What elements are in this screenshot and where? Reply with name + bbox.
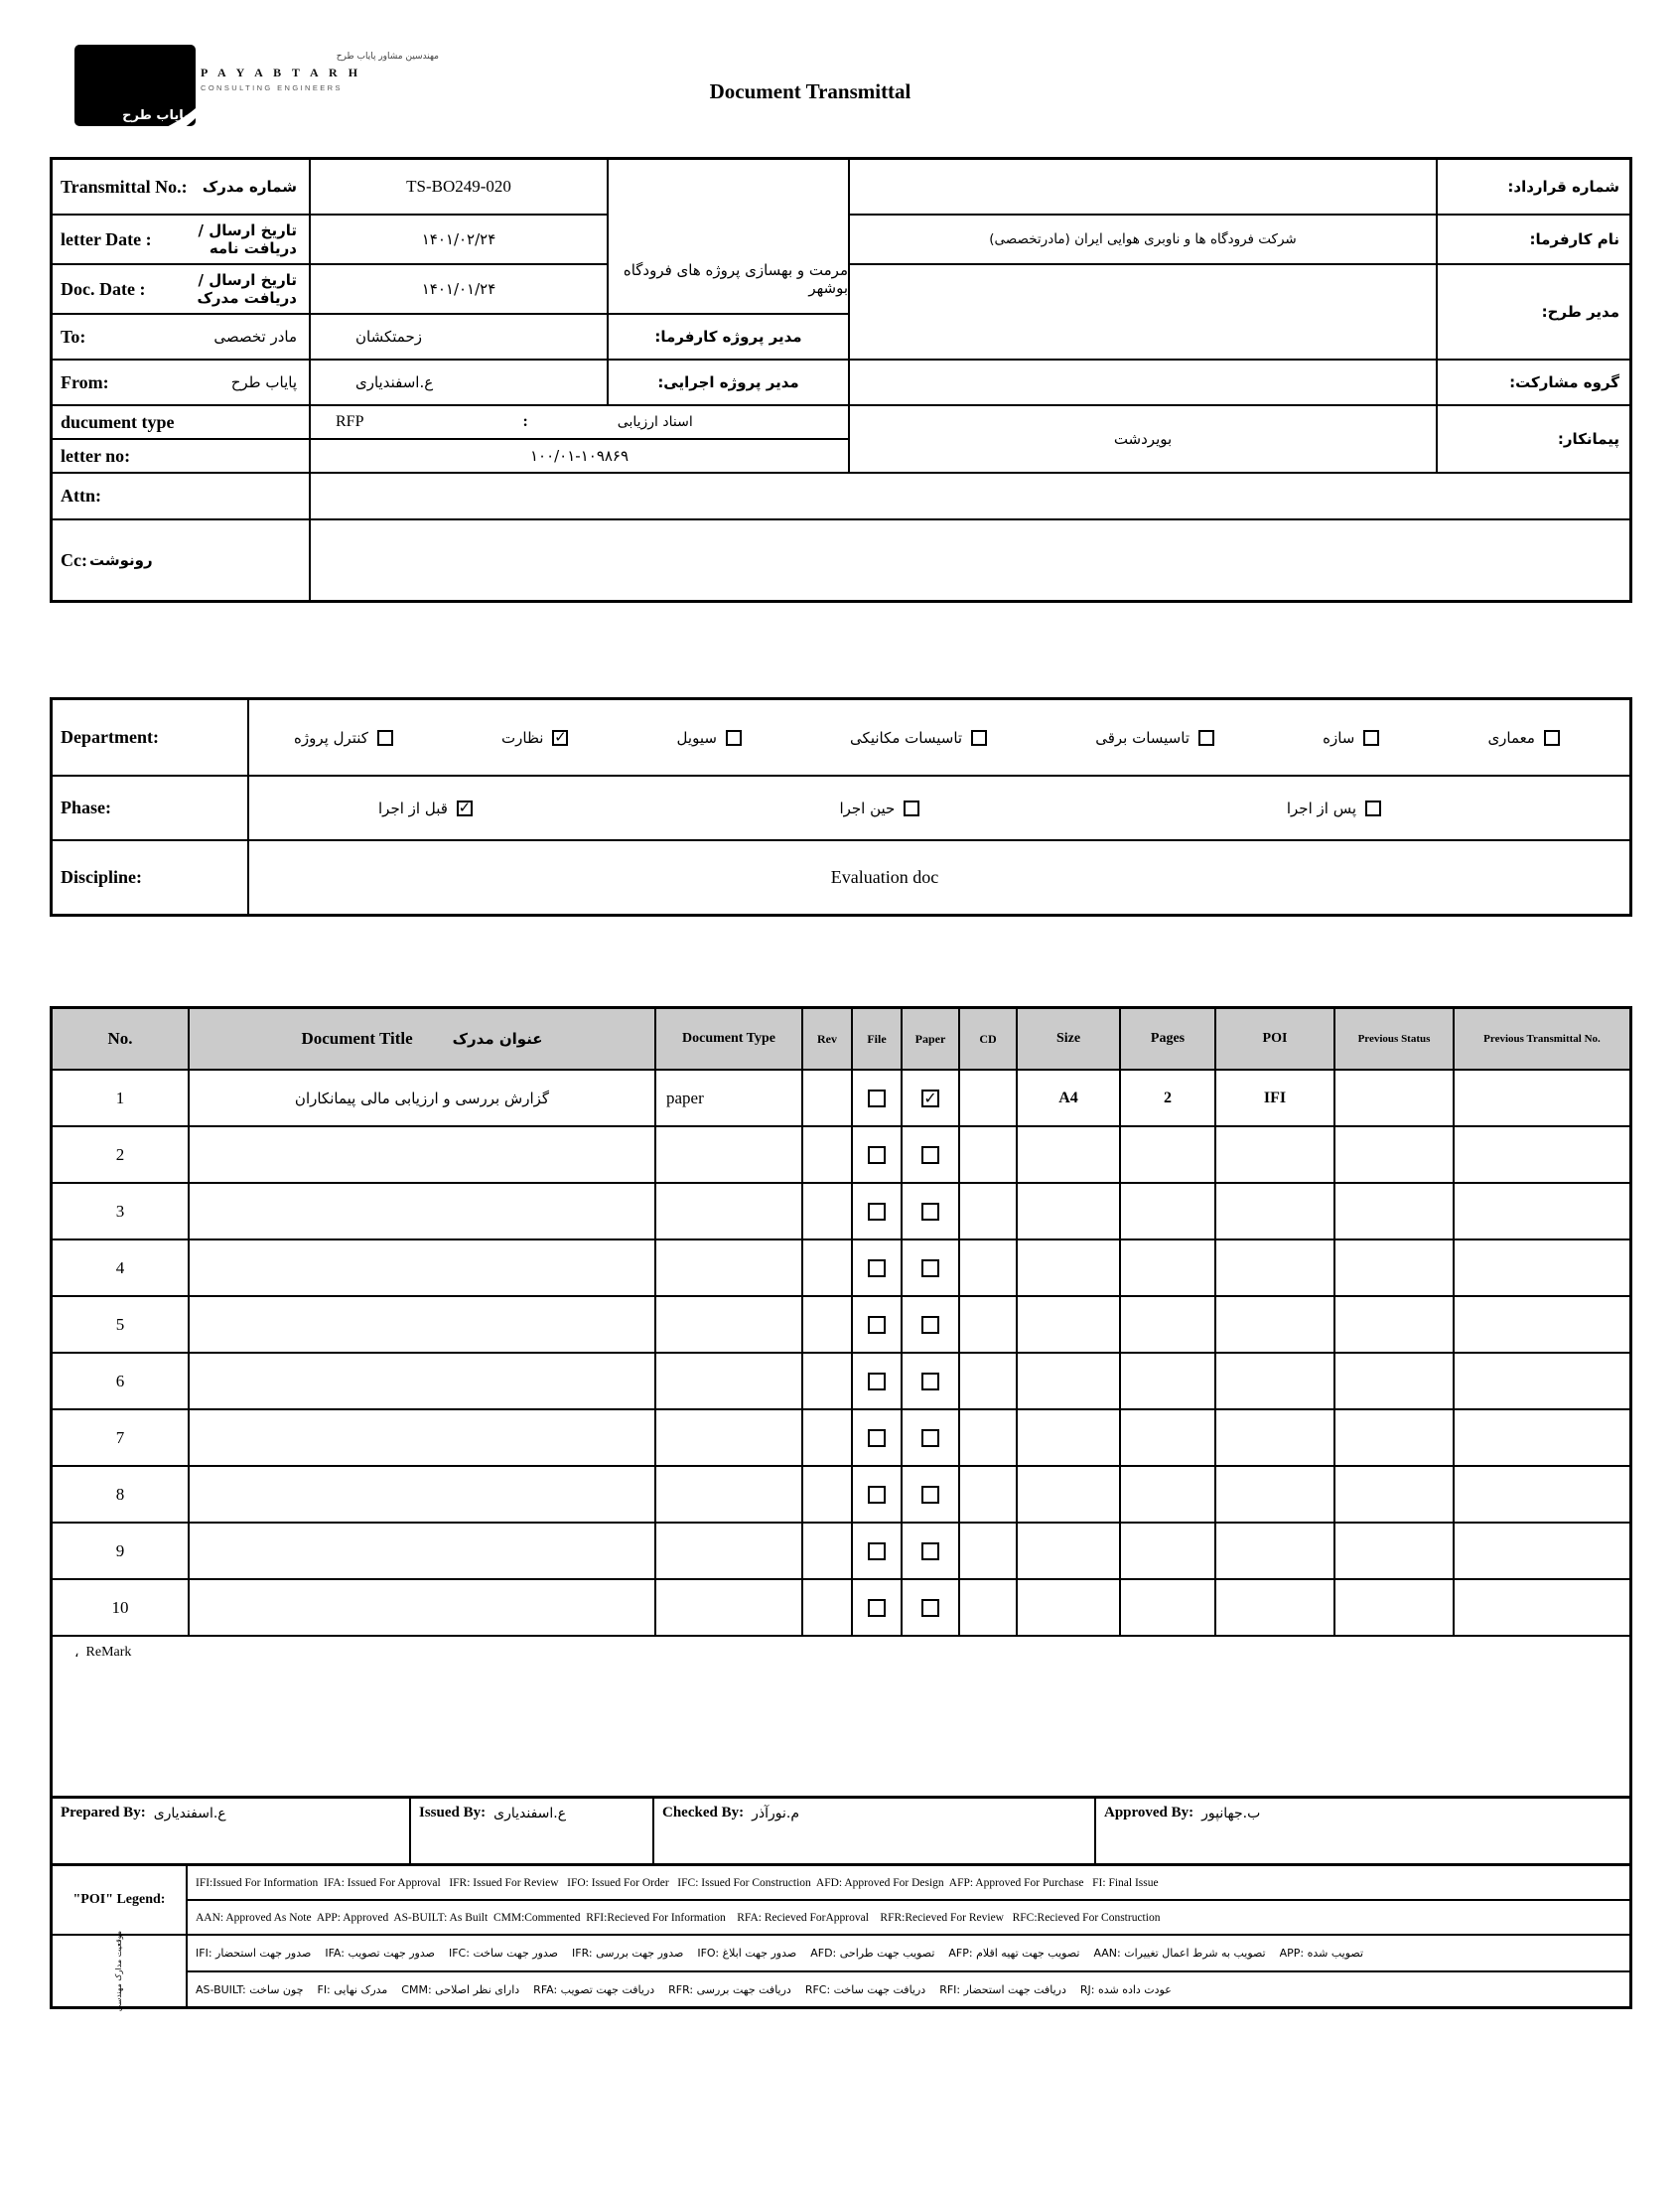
from-label: From: — [61, 371, 109, 392]
paper-checkbox[interactable] — [921, 1146, 939, 1164]
col-header-title-fa: عنوان مدرک — [452, 1030, 543, 1048]
row-size — [1018, 1240, 1119, 1295]
row-doc-type: paper — [656, 1071, 801, 1125]
from-person: ع.اسفندیاری — [355, 373, 434, 391]
doc-date-value-cell — [311, 265, 607, 313]
from-person-cell — [311, 361, 607, 404]
letter-no-label-cell — [53, 440, 309, 472]
row-cd — [960, 1297, 1016, 1352]
phase-label-cell — [53, 777, 247, 839]
legend-english-line-2 — [188, 1901, 1629, 1934]
to-label: To: — [61, 326, 86, 347]
row-pages: 2 — [1121, 1071, 1214, 1125]
row-prev-transmittal — [1455, 1467, 1629, 1522]
design-manager-label-cell — [1438, 265, 1629, 359]
col-header-file: File — [853, 1009, 901, 1069]
legend-fa-text: AS-BUILT: چون ساخت FI: مدرک نهایی CMM: دارای نظر اصلاحی RFA: دریافت جهت تصویب RFR: دریافت جهت بررسی RFC: دریافت جهت ساخت RFI: دریافت جهت استحضار RJ: عودت داده شده — [196, 1982, 1172, 1996]
row-rev — [803, 1467, 851, 1522]
row-rev — [803, 1184, 851, 1238]
col-header-doc-type: Document Type — [656, 1009, 801, 1069]
phase-options — [249, 777, 1629, 839]
file-checkbox[interactable] — [868, 1486, 886, 1504]
col-header-poi: POI — [1216, 1009, 1333, 1069]
file-checkbox[interactable] — [868, 1259, 886, 1277]
col-header-paper: Paper — [903, 1009, 958, 1069]
executive-pm-label-cell — [609, 361, 848, 404]
contract-no-value-cell — [850, 160, 1436, 214]
row-rev — [803, 1410, 851, 1465]
issued-by-label: Issued By: — [419, 1805, 487, 1821]
phase-checkbox-after-execution[interactable] — [1365, 801, 1381, 816]
file-checkbox[interactable] — [868, 1429, 886, 1447]
transmittal-no-value-cell — [311, 160, 607, 214]
to-org: مادر تخصصی — [213, 328, 297, 346]
project-title-cell — [609, 160, 848, 313]
doc-type-label: ducument type — [61, 411, 175, 432]
legend-farsi-line-1 — [188, 1936, 1629, 1970]
dept-checkbox-supervision[interactable]: ✓ — [554, 728, 567, 746]
doc-type-colon: : — [522, 413, 528, 430]
signature-row — [50, 1796, 1632, 1866]
row-file — [853, 1524, 901, 1578]
phase-checkbox-before-execution[interactable]: ✓ — [458, 799, 472, 816]
dept-checkbox-civil[interactable] — [726, 730, 742, 746]
row-pages — [1121, 1467, 1214, 1522]
document-title-text: گزارش بررسی و ارزیابی مالی پیمانکاران — [294, 1089, 550, 1107]
row-prev-status — [1335, 1410, 1453, 1465]
contractor-label: پیمانکار: — [1557, 430, 1619, 448]
row-paper — [903, 1524, 958, 1578]
dept-checkbox-mechanical[interactable] — [971, 730, 987, 746]
letter-date-value: ۱۴۰۱/۰۲/۲۴ — [421, 230, 496, 248]
row-rev — [803, 1524, 851, 1578]
contract-no-label: شماره قرارداد: — [1507, 178, 1619, 196]
col-header-title-en: Document Title — [301, 1029, 413, 1048]
row-title — [190, 1071, 654, 1125]
row-poi — [1216, 1240, 1333, 1295]
row-poi — [1216, 1354, 1333, 1408]
row-prev-status — [1335, 1354, 1453, 1408]
dept-checkbox-architecture[interactable] — [1544, 730, 1560, 746]
client-label: نام کارفرما: — [1529, 230, 1619, 248]
dept-item-mechanical — [850, 729, 987, 747]
logo-company-name: P A Y A B T A R H — [201, 66, 362, 79]
letter-date-label-fa: تاریخ ارسال /دریافت نامه — [198, 221, 297, 257]
checked-by-label: Checked By: — [662, 1805, 745, 1821]
row-file — [853, 1297, 901, 1352]
row-poi — [1216, 1297, 1333, 1352]
design-manager-label: مدیر طرح: — [1541, 303, 1619, 321]
transmittal-no-label-fa: شماره مدرک — [202, 178, 297, 196]
file-checkbox[interactable] — [868, 1542, 886, 1560]
dept-item-civil — [677, 729, 742, 747]
phase-item-label: پس از اجرا — [1286, 799, 1356, 817]
row-file — [853, 1184, 901, 1238]
discipline-label-cell — [53, 841, 247, 914]
poi-legend-table — [50, 1863, 1632, 2012]
row-no: 5 — [53, 1297, 188, 1352]
row-title — [190, 1354, 654, 1408]
row-doc-type — [656, 1580, 801, 1635]
transmittal-no-label-cell — [53, 160, 309, 214]
row-no: 2 — [53, 1127, 188, 1182]
doc-type-value-cell — [311, 406, 848, 438]
to-label-cell — [53, 315, 309, 359]
project-title: مرمت و بهسازی پروژه های فرودگاه بوشهر — [623, 261, 848, 297]
remark-prefix: ، — [74, 1645, 79, 1661]
col-header-prev-transmittal: Previous Transmittal No. — [1455, 1009, 1629, 1069]
paper-checkbox[interactable] — [921, 1429, 939, 1447]
col-header-cd: CD — [960, 1009, 1016, 1069]
legend-farsi-label-cell — [53, 1930, 186, 2012]
to-person-cell — [311, 315, 607, 359]
row-cd — [960, 1240, 1016, 1295]
row-size — [1018, 1524, 1119, 1578]
letter-no-value-cell — [311, 440, 848, 472]
row-paper — [903, 1184, 958, 1238]
row-title — [190, 1297, 654, 1352]
dept-label: تاسیسات مکانیکی — [850, 728, 963, 747]
letter-date-value-cell — [311, 216, 607, 263]
dept-label: سیویل — [676, 728, 717, 747]
logo-mark-text: پایاب طرح — [122, 108, 189, 123]
row-prev-status — [1335, 1580, 1453, 1635]
attn-label: Attn: — [61, 486, 101, 506]
row-prev-status — [1335, 1184, 1453, 1238]
row-poi — [1216, 1580, 1333, 1635]
row-paper — [903, 1467, 958, 1522]
row-no: 7 — [53, 1410, 188, 1465]
remark-label: ReMark — [85, 1645, 132, 1660]
row-file — [853, 1240, 901, 1295]
row-prev-status — [1335, 1071, 1453, 1125]
page-title: Document Transmittal — [709, 79, 911, 103]
logo-subtitle: CONSULTING ENGINEERS — [201, 83, 343, 92]
row-poi — [1216, 1410, 1333, 1465]
legend-english-line-1 — [188, 1866, 1629, 1899]
contract-no-label-cell — [1438, 160, 1629, 214]
legend-fa-text: IFI: صدور جهت استحضار IFA: صدور جهت تصویب IFC: صدور جهت ساخت IFR: صدور جهت بررسی IFO: صدور جهت ابلاغ AFD: تصویب جهت طراحی AFP: تصویب جهت تهیه اقلام AAN: تصویب به شرط اعمال تغییرات APP: تصویب شده — [196, 1947, 1364, 1960]
client-value-cell — [850, 216, 1436, 263]
file-checkbox[interactable] — [868, 1373, 886, 1390]
attn-value-cell — [311, 474, 1629, 518]
design-manager-value-cell — [850, 265, 1436, 359]
transmittal-no-label: Transmittal No.: — [61, 176, 188, 197]
employer-pm-label: مدیر پروژه کارفرما: — [654, 328, 802, 346]
row-no: 1 — [53, 1071, 188, 1125]
dept-item-project-control — [294, 729, 393, 747]
remark-area — [53, 1637, 1629, 1796]
checked-by-name: م.نورآذر — [752, 1806, 799, 1821]
file-checkbox[interactable] — [868, 1316, 886, 1334]
row-size — [1018, 1354, 1119, 1408]
row-size — [1018, 1410, 1119, 1465]
phase-item-before-execution — [378, 800, 473, 817]
discipline-value: Evaluation doc — [830, 867, 939, 887]
row-prev-status — [1335, 1127, 1453, 1182]
approved-by-name: ب.جهانپور — [1201, 1806, 1261, 1821]
file-checkbox[interactable] — [868, 1599, 886, 1617]
executive-pm-label: مدیر پروژه اجرایی: — [657, 373, 799, 391]
row-title — [190, 1467, 654, 1522]
from-label-cell — [53, 361, 309, 404]
row-doc-type — [656, 1354, 801, 1408]
phase-item-during-execution — [839, 800, 919, 817]
row-pages — [1121, 1354, 1214, 1408]
row-poi — [1216, 1184, 1333, 1238]
legend-farsi-line-2 — [188, 1972, 1629, 2006]
doc-date-value: ۱۴۰۱/۰۱/۲۴ — [421, 280, 496, 298]
partnership-label: گروه مشارکت: — [1509, 373, 1619, 391]
row-rev — [803, 1071, 851, 1125]
row-pages — [1121, 1524, 1214, 1578]
cc-label-fa: رونوشت — [88, 551, 153, 569]
row-size: A4 — [1018, 1071, 1119, 1125]
dept-item-structure — [1323, 729, 1379, 747]
row-prev-status — [1335, 1467, 1453, 1522]
file-checkbox[interactable] — [868, 1146, 886, 1164]
header-table — [50, 157, 1632, 603]
row-doc-type — [656, 1410, 801, 1465]
paper-checkbox[interactable] — [921, 1373, 939, 1390]
dept-label: نظارت — [501, 728, 544, 747]
row-rev — [803, 1297, 851, 1352]
row-rev — [803, 1580, 851, 1635]
legend-farsi-label: موقعیت مدارک مهندسی — [114, 1930, 124, 2012]
to-person: زحمتکشان — [355, 328, 422, 346]
paper-checkbox[interactable] — [921, 1316, 939, 1334]
file-checkbox[interactable] — [868, 1090, 886, 1107]
top-band — [0, 0, 1680, 157]
row-title — [190, 1524, 654, 1578]
row-prev-transmittal — [1455, 1354, 1629, 1408]
logo-fa-line: مهندسین مشاور پایاب طرح — [336, 52, 439, 62]
row-poi — [1216, 1127, 1333, 1182]
row-prev-transmittal — [1455, 1580, 1629, 1635]
dept-label: تاسیسات برقی — [1095, 728, 1190, 747]
checked-by-cell — [654, 1799, 1094, 1863]
legend-en-text: IFI:Issued For Information IFA: Issued For Approval IFR: Issued For Review IFO: Issued For Order IFC: Issued For Construction AFD: Approved For Design AFP: Approved For Purchase FI: Final Issue — [196, 1876, 1159, 1889]
row-pages — [1121, 1127, 1214, 1182]
row-no: 9 — [53, 1524, 188, 1578]
doc-date-label-fa: تاریخ ارسال /دریافت مدرک — [197, 271, 297, 307]
col-header-rev: Rev — [803, 1009, 851, 1069]
row-prev-status — [1335, 1524, 1453, 1578]
department-options — [249, 700, 1629, 775]
row-prev-transmittal — [1455, 1127, 1629, 1182]
cc-label-cell — [53, 520, 309, 600]
phase-item-label: حین اجرا — [839, 799, 896, 817]
issued-by-cell — [411, 1799, 652, 1863]
row-file — [853, 1354, 901, 1408]
row-file — [853, 1580, 901, 1635]
row-cd — [960, 1184, 1016, 1238]
employer-pm-label-cell — [609, 315, 848, 359]
letter-date-label-cell — [53, 216, 309, 263]
row-paper — [903, 1580, 958, 1635]
col-header-pages: Pages — [1121, 1009, 1214, 1069]
row-size — [1018, 1467, 1119, 1522]
doc-type-value: RFP — [336, 413, 364, 430]
issued-by-name: ع.اسفندیاری — [493, 1806, 567, 1821]
doc-type-label-cell — [53, 406, 309, 438]
row-file — [853, 1071, 901, 1125]
partnership-label-cell — [1438, 361, 1629, 404]
row-cd — [960, 1071, 1016, 1125]
row-cd — [960, 1410, 1016, 1465]
file-checkbox[interactable] — [868, 1203, 886, 1221]
approved-by-cell — [1096, 1799, 1629, 1863]
row-paper — [903, 1410, 958, 1465]
row-title — [190, 1580, 654, 1635]
prepared-by-name: ع.اسفندیاری — [153, 1806, 226, 1821]
phase-item-label: قبل از اجرا — [378, 799, 448, 817]
client-label-cell — [1438, 216, 1629, 263]
partnership-value-cell — [850, 361, 1436, 404]
row-doc-type — [656, 1297, 801, 1352]
classification-table — [50, 697, 1632, 917]
attn-label-cell — [53, 474, 309, 518]
row-file — [853, 1127, 901, 1182]
row-cd — [960, 1467, 1016, 1522]
row-pages — [1121, 1580, 1214, 1635]
row-cd — [960, 1354, 1016, 1408]
letter-no-label: letter no: — [61, 445, 131, 466]
row-prev-transmittal — [1455, 1184, 1629, 1238]
row-pages — [1121, 1297, 1214, 1352]
row-title — [190, 1410, 654, 1465]
dept-label: معماری — [1487, 728, 1535, 747]
phase-label: Phase: — [61, 798, 111, 817]
letter-no-value: ۱۰۰/۰۱-۱۰۹۸۶۹ — [529, 447, 630, 465]
row-prev-transmittal — [1455, 1410, 1629, 1465]
dept-item-supervision — [501, 729, 568, 747]
dept-item-architecture — [1487, 729, 1560, 747]
row-size — [1018, 1580, 1119, 1635]
row-prev-transmittal — [1455, 1524, 1629, 1578]
document-table — [50, 1006, 1632, 1799]
approved-by-label: Approved By: — [1104, 1805, 1194, 1821]
discipline-label: Discipline: — [61, 867, 143, 887]
paper-checkbox[interactable]: ✓ — [921, 1090, 939, 1107]
col-header-prev-status: Previous Status — [1335, 1009, 1453, 1069]
row-paper — [903, 1127, 958, 1182]
row-cd — [960, 1127, 1016, 1182]
row-doc-type — [656, 1524, 801, 1578]
row-prev-transmittal — [1455, 1297, 1629, 1352]
contractor-value-cell — [850, 406, 1436, 472]
row-no: 6 — [53, 1354, 188, 1408]
row-prev-transmittal — [1455, 1240, 1629, 1295]
row-rev — [803, 1127, 851, 1182]
letter-date-label: letter Date : — [61, 228, 152, 249]
cc-value-cell — [311, 520, 1629, 600]
row-prev-status — [1335, 1297, 1453, 1352]
dept-item-electrical — [1095, 729, 1214, 747]
poi-legend-label: "POI" Legend: — [53, 1866, 186, 1934]
dept-label: سازه — [1323, 728, 1355, 747]
row-no: 10 — [53, 1580, 188, 1635]
contractor-label-cell — [1438, 406, 1629, 472]
row-file — [853, 1467, 901, 1522]
row-prev-status — [1335, 1240, 1453, 1295]
row-no: 8 — [53, 1467, 188, 1522]
paper-checkbox[interactable] — [921, 1486, 939, 1504]
row-size — [1018, 1127, 1119, 1182]
prepared-by-label: Prepared By: — [61, 1805, 146, 1821]
row-poi — [1216, 1467, 1333, 1522]
dept-checkbox-structure[interactable] — [1363, 730, 1379, 746]
col-header-no: No. — [53, 1009, 188, 1069]
legend-en-text: AAN: Approved As Note APP: Approved AS-BUILT: As Built CMM:Commented RFI:Recieved For Information RFA: Recieved ForApproval RFR:Recieved For Review RFC:Recieved For Construction — [196, 1911, 1161, 1924]
department-label-cell — [53, 700, 247, 775]
col-header-size: Size — [1018, 1009, 1119, 1069]
row-prev-transmittal — [1455, 1071, 1629, 1125]
cc-label: Cc: — [61, 549, 87, 570]
row-doc-type — [656, 1467, 801, 1522]
row-title — [190, 1240, 654, 1295]
row-size — [1018, 1184, 1119, 1238]
row-pages — [1121, 1240, 1214, 1295]
discipline-value-cell — [249, 841, 1629, 914]
row-title — [190, 1184, 654, 1238]
dept-label: کنترل پروژه — [294, 728, 368, 747]
col-header-title — [190, 1009, 654, 1069]
row-title — [190, 1127, 654, 1182]
dept-checkbox-project-control[interactable] — [377, 730, 393, 746]
row-rev — [803, 1240, 851, 1295]
from-org: پایاب طرح — [230, 373, 297, 391]
row-paper — [903, 1354, 958, 1408]
paper-checkbox[interactable] — [921, 1542, 939, 1560]
transmittal-no-value: TS-BO249-020 — [406, 177, 511, 196]
doc-type-value-fa: اسناد ارزیابی — [617, 414, 693, 430]
paper-checkbox[interactable] — [921, 1599, 939, 1617]
dept-checkbox-electrical[interactable] — [1198, 730, 1214, 746]
row-cd — [960, 1524, 1016, 1578]
client-name: شرکت فرودگاه ها و ناوبری هوایی ایران (مادرتخصصی) — [989, 231, 1297, 247]
row-cd — [960, 1580, 1016, 1635]
row-poi: IFI — [1216, 1071, 1333, 1125]
row-paper — [903, 1071, 958, 1125]
row-doc-type — [656, 1240, 801, 1295]
department-label: Department: — [61, 727, 159, 747]
phase-item-after-execution — [1287, 800, 1381, 817]
row-pages — [1121, 1410, 1214, 1465]
row-pages — [1121, 1184, 1214, 1238]
row-size — [1018, 1297, 1119, 1352]
row-file — [853, 1410, 901, 1465]
paper-checkbox[interactable] — [921, 1203, 939, 1221]
doc-date-label: Doc. Date : — [61, 278, 146, 299]
row-no: 4 — [53, 1240, 188, 1295]
phase-checkbox-during-execution[interactable] — [904, 801, 919, 816]
row-doc-type — [656, 1127, 801, 1182]
row-no: 3 — [53, 1184, 188, 1238]
row-doc-type — [656, 1184, 801, 1238]
row-poi — [1216, 1524, 1333, 1578]
row-paper — [903, 1297, 958, 1352]
prepared-by-cell — [53, 1799, 409, 1863]
row-paper — [903, 1240, 958, 1295]
row-rev — [803, 1354, 851, 1408]
contractor-name: بویردشت — [1113, 430, 1173, 448]
paper-checkbox[interactable] — [921, 1259, 939, 1277]
doc-date-label-cell — [53, 265, 309, 313]
